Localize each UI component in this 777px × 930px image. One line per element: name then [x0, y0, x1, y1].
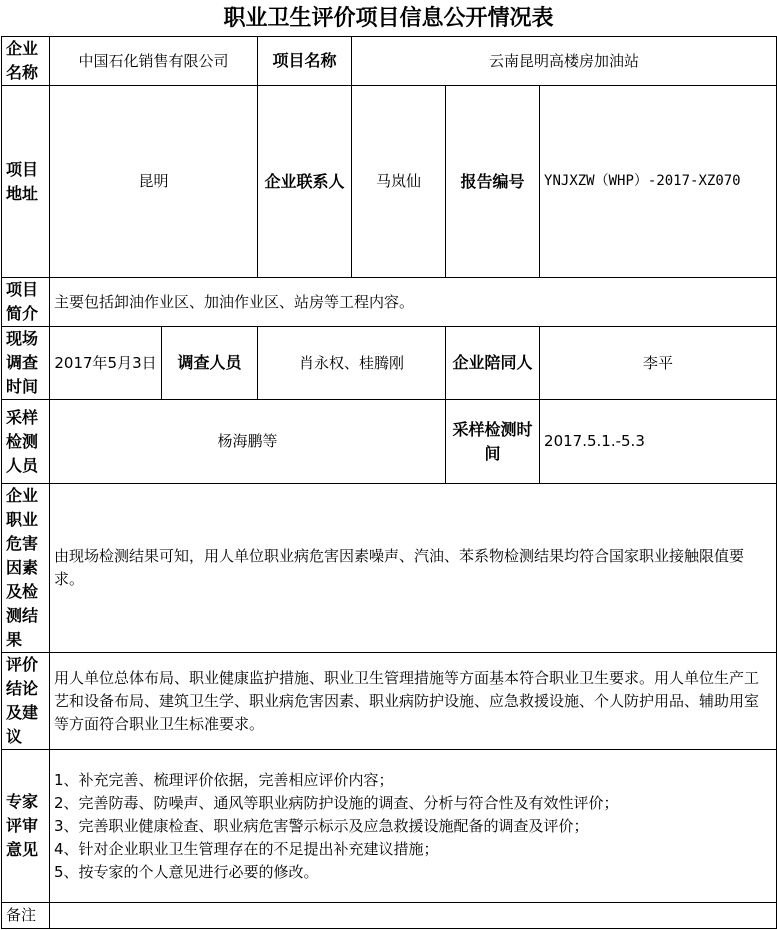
company-label: 企业名称 [2, 37, 50, 86]
conclusion-value: 用人单位总体布局、职业健康监护措施、职业卫生管理措施等方面基本符合职业卫生要求。用人单位生产工艺和设备布局、建筑卫生学、职业病危害因素、职业病防护设施、应急救援设施、个人防护用品、辅助用室等方面符合职业卫生标准要求。 [50, 653, 777, 750]
table-row [2, 484, 777, 653]
conclusion-label: 评价结论及建议 [2, 653, 50, 750]
hazard-label: 企业职业危害因素及检测结果 [2, 484, 50, 653]
contact-label: 企业联系人 [258, 86, 352, 278]
report-no-label: 报告编号 [446, 86, 540, 278]
report-no-value: YNJXZW（WHP）-2017-XZ070 [540, 86, 777, 278]
samplers-value: 杨海鹏等 [50, 400, 446, 484]
list-item: 1、补充完善、梳理评价依据，完善相应评价内容； [54, 770, 394, 789]
accompany-value: 李平 [540, 327, 777, 400]
table-row [2, 400, 777, 484]
table-row [2, 86, 777, 278]
list-item: 4、针对企业职业卫生管理存在的不足提出补充建议措施； [54, 839, 439, 858]
sample-time-value: 2017.5.1.-5.3 [540, 400, 777, 484]
hazard-value: 由现场检测结果可知，用人单位职业病危害因素噪声、汽油、苯系物检测结果均符合国家职业接触限值要求。 [50, 484, 777, 653]
table-row [2, 278, 777, 327]
sample-time-label: 采样检测时间 [446, 400, 540, 484]
expert-label: 专家评审意见 [2, 750, 50, 903]
table-row [2, 653, 777, 750]
accompany-label: 企业陪同人 [446, 327, 540, 400]
table-row [2, 327, 777, 400]
project-name-value: 云南昆明高楼房加油站 [352, 37, 777, 86]
address-value: 昆明 [50, 86, 258, 278]
remarks-label: 备注 [2, 903, 50, 929]
list-item: 2、完善防毒、防噪声、通风等职业病防护设施的调查、分析与符合性及有效性评价； [54, 793, 619, 812]
company-value: 中国石化销售有限公司 [50, 37, 258, 86]
list-item: 3、完善职业健康检查、职业病危害警示标示及应急救援设施配备的调查及评价； [54, 816, 589, 835]
page-title: 职业卫生评价项目信息公开情况表 [223, 6, 554, 31]
survey-time-label: 现场调查时间 [2, 327, 50, 400]
table-row [2, 903, 777, 929]
expert-opinions [50, 750, 777, 903]
remarks-value [50, 903, 777, 929]
project-name-label: 项目名称 [258, 37, 352, 86]
samplers-label: 采样检测人员 [2, 400, 50, 484]
intro-label: 项目简介 [2, 278, 50, 327]
surveyors-label: 调查人员 [162, 327, 258, 400]
survey-time-value: 2017年5月3日 [50, 327, 162, 400]
address-label: 项目地址 [2, 86, 50, 278]
contact-value: 马岚仙 [352, 86, 446, 278]
surveyors-value: 肖永权、桂腾刚 [258, 327, 446, 400]
list-item: 5、按专家的个人意见进行必要的修改。 [54, 862, 319, 881]
intro-value: 主要包括卸油作业区、加油作业区、站房等工程内容。 [50, 278, 777, 327]
table-row [2, 37, 777, 86]
table-row [2, 750, 777, 903]
info-table [1, 36, 777, 929]
